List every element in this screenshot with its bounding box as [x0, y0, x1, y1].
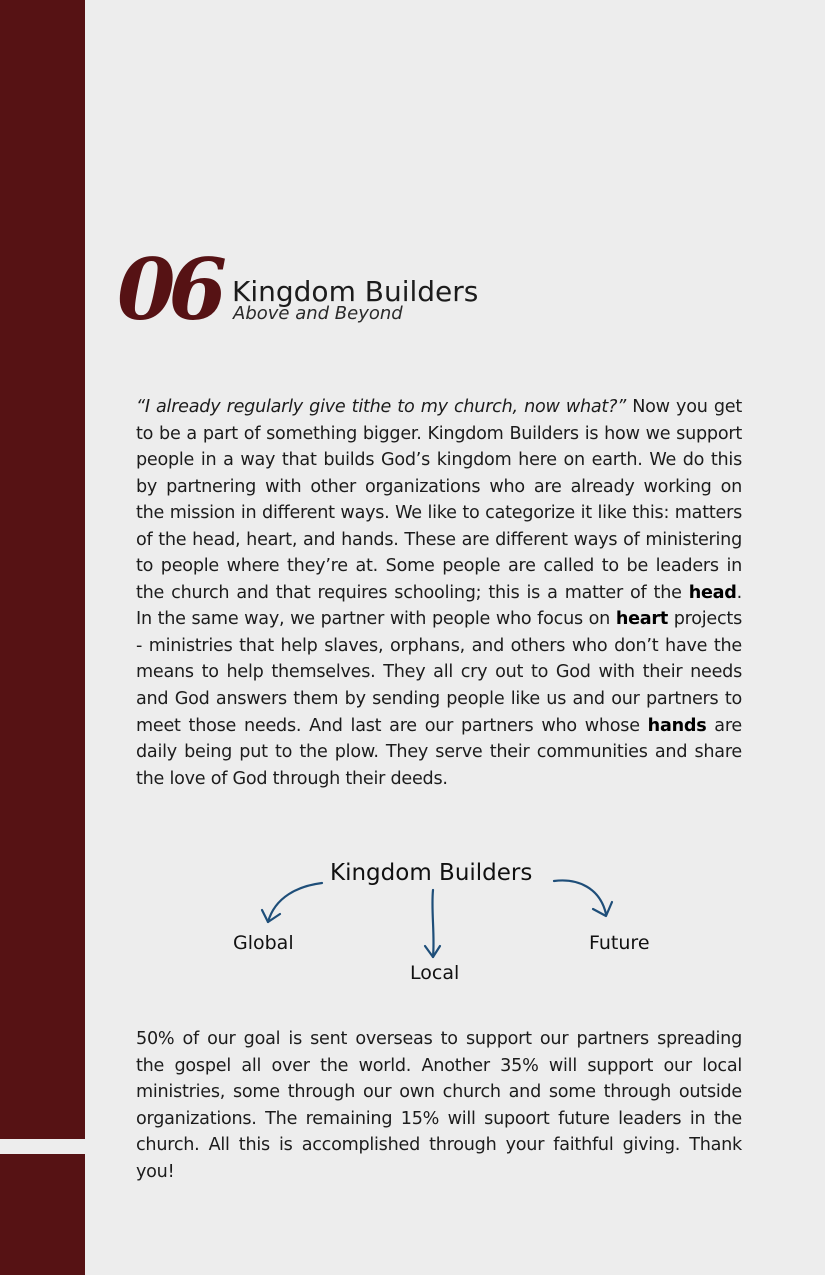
bold-head: head — [688, 582, 737, 603]
diagram-branch-global: Global — [233, 932, 294, 954]
bold-heart: heart — [615, 609, 668, 630]
diagram-branch-local: Local — [410, 962, 460, 984]
chapter-heading — [117, 240, 617, 348]
intro-quote: “I already regularly give tithe to my church, now what?” — [136, 397, 627, 417]
arrow-head-local — [425, 946, 440, 957]
intro-text-3: projects - ministries that help slaves, orphans, and others who don’t have the means to help themselves. They all cry out to God with their needs and God answers them by sending people like us and our partners to meet those needs. And last are our partners who whose — [136, 609, 742, 736]
chapter-title: Kingdom Builders — [232, 275, 479, 308]
arrow-to-future — [554, 880, 606, 914]
sidebar-accent-bar — [0, 0, 85, 1275]
intro-text-2: . In the same way, we partner with people who focus on — [136, 582, 742, 630]
diagram-root-label: Kingdom Builders — [330, 860, 533, 886]
arrow-to-local — [432, 890, 433, 957]
intro-text-4: are daily being put to the plow. They serve their communities and share the love of God through their deeds. — [136, 715, 742, 789]
diagram-branch-future: Future — [589, 932, 650, 954]
intro-text-1: Now you get to be a part of something bigger. Kingdom Builders is how we support people in a way that builds God’s kingdom here on earth. We do this by partnering with other organizations who are already working on the mission in different ways. We like to categorize it like this: matters of the head, heart, and hands. These are different ways of ministering to people where they’re at. Some people are called to be leaders in the church and that requires schooling; this is a matter of the — [136, 397, 742, 603]
bold-hands: hands — [647, 715, 707, 736]
chapter-subtitle: Above and Beyond — [233, 303, 403, 324]
intro-paragraph — [136, 394, 742, 792]
arrow-head-global — [262, 910, 280, 922]
arrow-head-future — [593, 902, 612, 916]
sidebar-notch — [0, 1139, 85, 1154]
arrow-to-global — [268, 883, 322, 922]
closing-paragraph: 50% of our goal is sent overseas to support our partners spreading the gospel all over the world. Another 35% will support our local ministries, some through our own church and some through outside organizations. The remaining 15% will supoort future leaders in the church. All this is accomplished through your faithful giving. Thank you! — [136, 1029, 742, 1182]
chapter-number: 06 — [117, 240, 220, 339]
